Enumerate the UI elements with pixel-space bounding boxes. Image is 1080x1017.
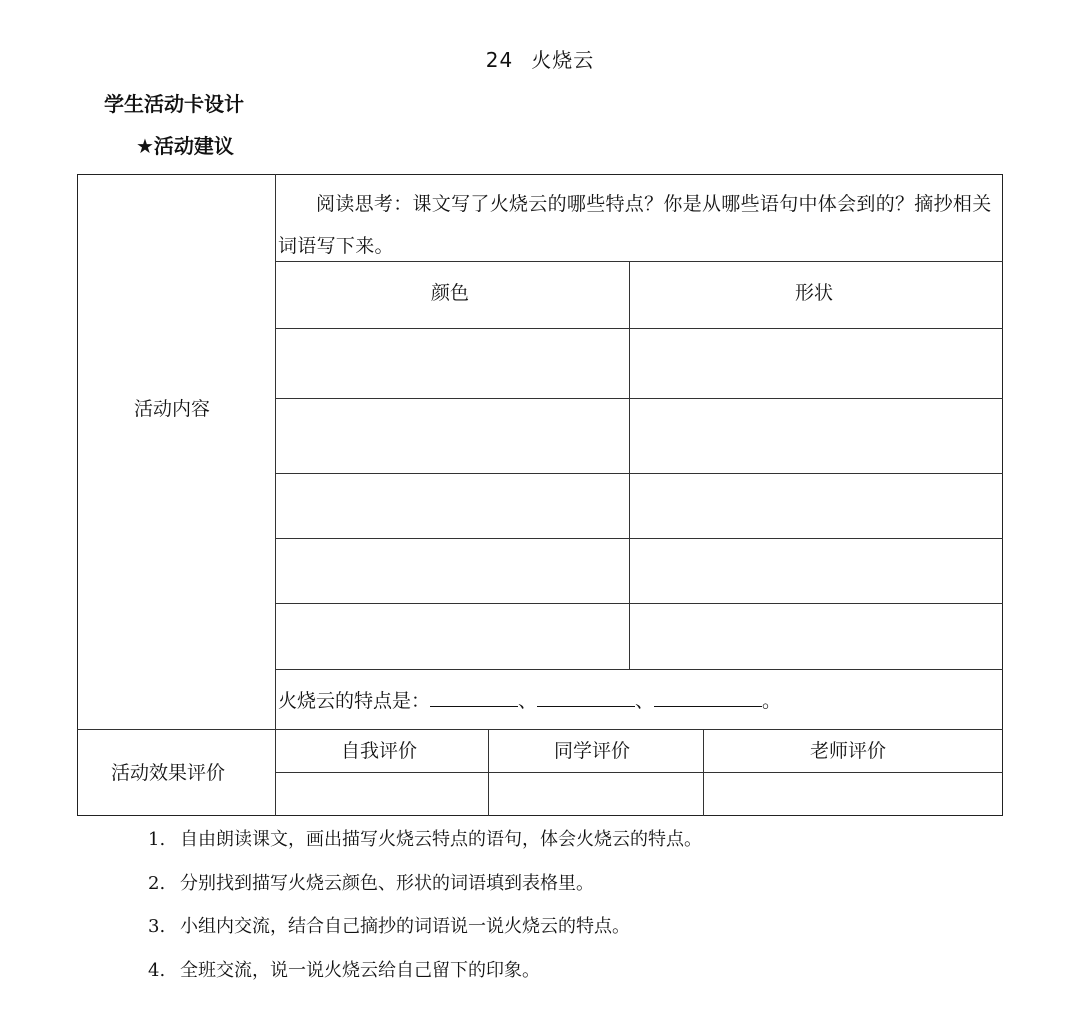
answer-cell-color-1[interactable] xyxy=(276,329,628,397)
eval-header-self: 自我评价 xyxy=(341,740,418,762)
list-item-text: 分别找到描写火烧云颜色、形状的词语填到表格里。 xyxy=(180,872,594,894)
answer-cell-shape-1[interactable] xyxy=(630,329,1002,397)
list-item xyxy=(148,826,702,870)
lesson-title-text: 火烧云 xyxy=(531,48,595,72)
answer-cell-shape-4[interactable] xyxy=(630,539,1002,602)
list-item-text: 小组内交流，结合自己摘抄的词语说一说火烧云的特点。 xyxy=(180,916,630,937)
answer-cell-color-4[interactable] xyxy=(276,539,628,602)
instruction-list xyxy=(148,826,702,1000)
eval-cell-peer[interactable] xyxy=(489,773,702,815)
list-item-number: 2. xyxy=(148,872,166,894)
eval-cell-teacher[interactable] xyxy=(704,773,1002,815)
answer-cell-color-2[interactable] xyxy=(276,399,628,472)
list-item-number: 3. xyxy=(148,916,166,937)
list-item xyxy=(148,870,702,914)
reading-prompt: 阅读思考：课文写了火烧云的哪些特点？你是从哪些语句中体会到的？摘抄相关词语写下来。 xyxy=(278,193,992,257)
answer-cell-shape-2[interactable] xyxy=(630,399,1002,472)
table-divider xyxy=(275,669,1003,670)
feature-end: 。 xyxy=(762,690,782,712)
table-divider xyxy=(77,729,1003,730)
answer-cell-color-3[interactable] xyxy=(276,474,628,537)
section-title: 学生活动卡设计 xyxy=(104,92,244,116)
activity-content-label: 活动内容 xyxy=(134,398,211,420)
activity-evaluation-label: 活动效果评价 xyxy=(111,762,226,784)
feature-separator: 、 xyxy=(518,690,538,712)
feature-separator: 、 xyxy=(635,690,655,712)
eval-header-peer: 同学评价 xyxy=(554,740,631,762)
list-item-number: 1. xyxy=(148,829,166,850)
list-item-number: 4. xyxy=(148,959,166,981)
feature-sentence xyxy=(278,692,781,711)
answer-cell-color-5[interactable] xyxy=(276,604,628,668)
list-item-text: 全班交流，说一说火烧云给自己留下的印象。 xyxy=(180,959,540,981)
list-item xyxy=(148,913,702,957)
column-header-color: 颜色 xyxy=(431,282,470,304)
activity-suggestions-heading: ★活动建议 xyxy=(136,134,234,158)
lesson-number: 24 xyxy=(485,48,514,72)
answer-cell-shape-5[interactable] xyxy=(630,604,1002,668)
lesson-title xyxy=(0,44,1080,73)
answer-cell-shape-3[interactable] xyxy=(630,474,1002,537)
feature-blank-1[interactable] xyxy=(430,692,518,707)
list-item-text: 自由朗读课文，画出描写火烧云特点的语句，体会火烧云的特点。 xyxy=(180,829,702,850)
column-header-shape: 形状 xyxy=(795,282,834,304)
eval-header-teacher: 老师评价 xyxy=(810,740,887,762)
feature-prefix: 火烧云的特点是： xyxy=(278,690,431,712)
eval-cell-self[interactable] xyxy=(276,773,487,815)
list-item xyxy=(148,957,702,1001)
feature-blank-3[interactable] xyxy=(654,692,762,707)
feature-blank-2[interactable] xyxy=(537,692,635,707)
